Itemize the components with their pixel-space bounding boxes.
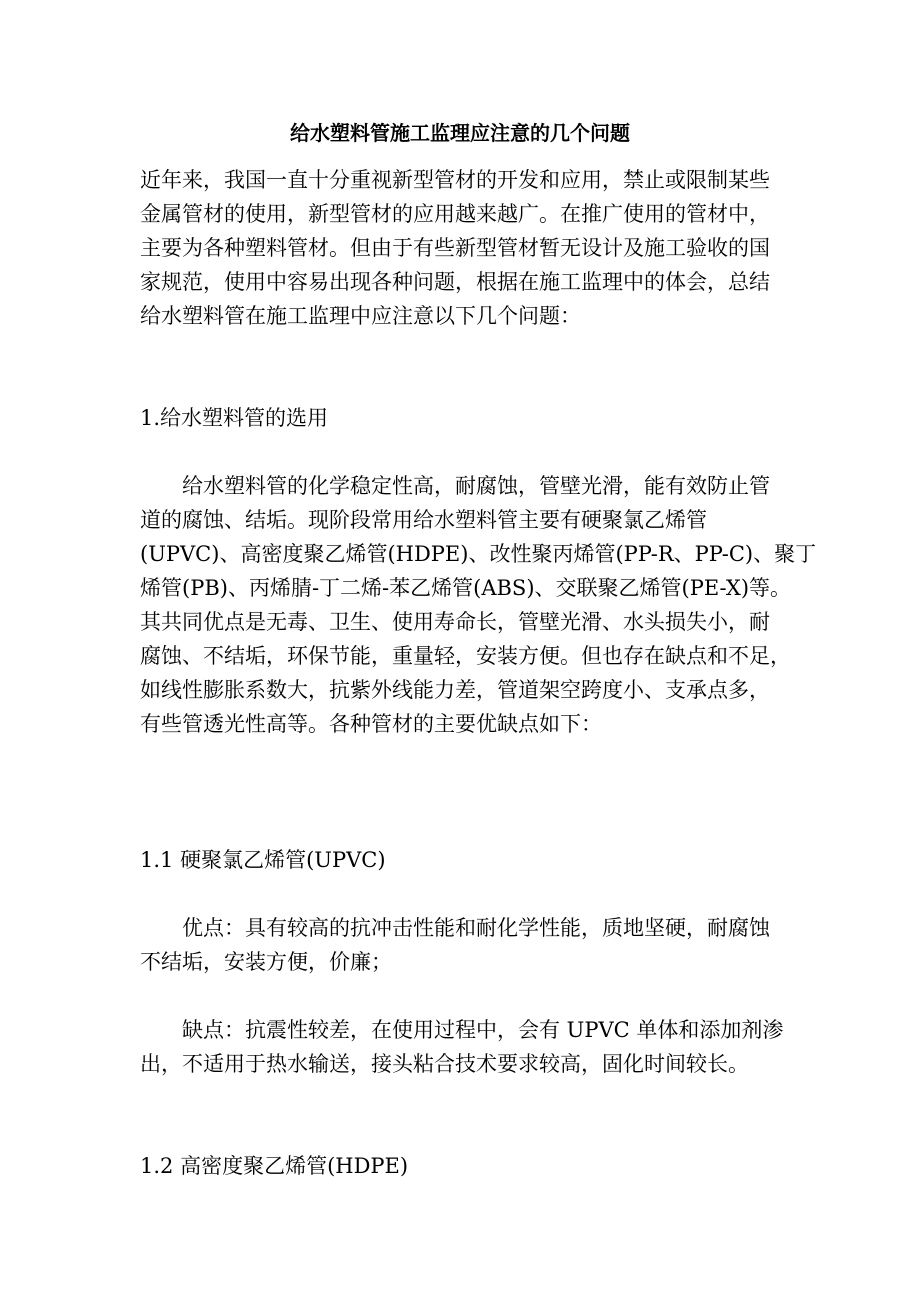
text-line: 道的腐蚀、结垢。现阶段常用给水塑料管主要有硬聚氯乙烯管 — [140, 508, 707, 532]
text-line: 近年来，我国一直十分重视新型管材的开发和应用，禁止或限制某些 — [140, 168, 770, 192]
text-line: 不结垢，安装方便，价廉； — [140, 950, 392, 974]
text-line: 给水塑料管在施工监理中应注意以下几个问题： — [140, 304, 581, 328]
text-line: 主要为各种塑料管材。但由于有些新型管材暂无设计及施工验收的国 — [140, 236, 770, 260]
text-line: 优点：具有较高的抗冲击性能和耐化学性能，质地坚硬，耐腐蚀 — [182, 916, 770, 940]
text-line: 出，不适用于热水输送，接头粘合技术要求较高，固化时间较长。 — [140, 1052, 749, 1076]
section-heading: 1.1 硬聚氯乙烯管(UPVC) — [140, 848, 386, 872]
text-line: 金属管材的使用，新型管材的应用越来越广。在推广使用的管材中， — [140, 202, 770, 226]
section-heading: 1.给水塑料管的选用 — [140, 406, 329, 430]
text-line: 家规范，使用中容易出现各种问题，根据在施工监理中的体会，总结 — [140, 270, 770, 294]
text-line: 如线性膨胀系数大，抗紫外线能力差，管道架空跨度小、支承点多， — [140, 678, 770, 702]
document-title: 给水塑料管施工监理应注意的几个问题 — [290, 121, 630, 145]
text-line: (UPVC)、高密度聚乙烯管(HDPE)、改性聚丙烯管(PP-R、PP-C)、聚丁 — [140, 542, 817, 566]
text-line: 其共同优点是无毒、卫生、使用寿命长，管壁光滑、水头损失小，耐 — [140, 610, 770, 634]
text-line: 缺点：抗震性较差，在使用过程中，会有 UPVC 单体和添加剂渗 — [182, 1018, 784, 1042]
text-line: 给水塑料管的化学稳定性高，耐腐蚀，管壁光滑，能有效防止管 — [182, 474, 770, 498]
text-line: 烯管(PB)、丙烯腈-丁二烯-苯乙烯管(ABS)、交联聚乙烯管(PE-X)等。 — [140, 576, 792, 600]
text-line: 有些管透光性高等。各种管材的主要优缺点如下： — [140, 712, 602, 736]
section-heading: 1.2 高密度聚乙烯管(HDPE) — [140, 1154, 409, 1178]
text-line: 腐蚀、不结垢，环保节能，重量轻，安装方便。但也存在缺点和不足， — [140, 644, 791, 668]
